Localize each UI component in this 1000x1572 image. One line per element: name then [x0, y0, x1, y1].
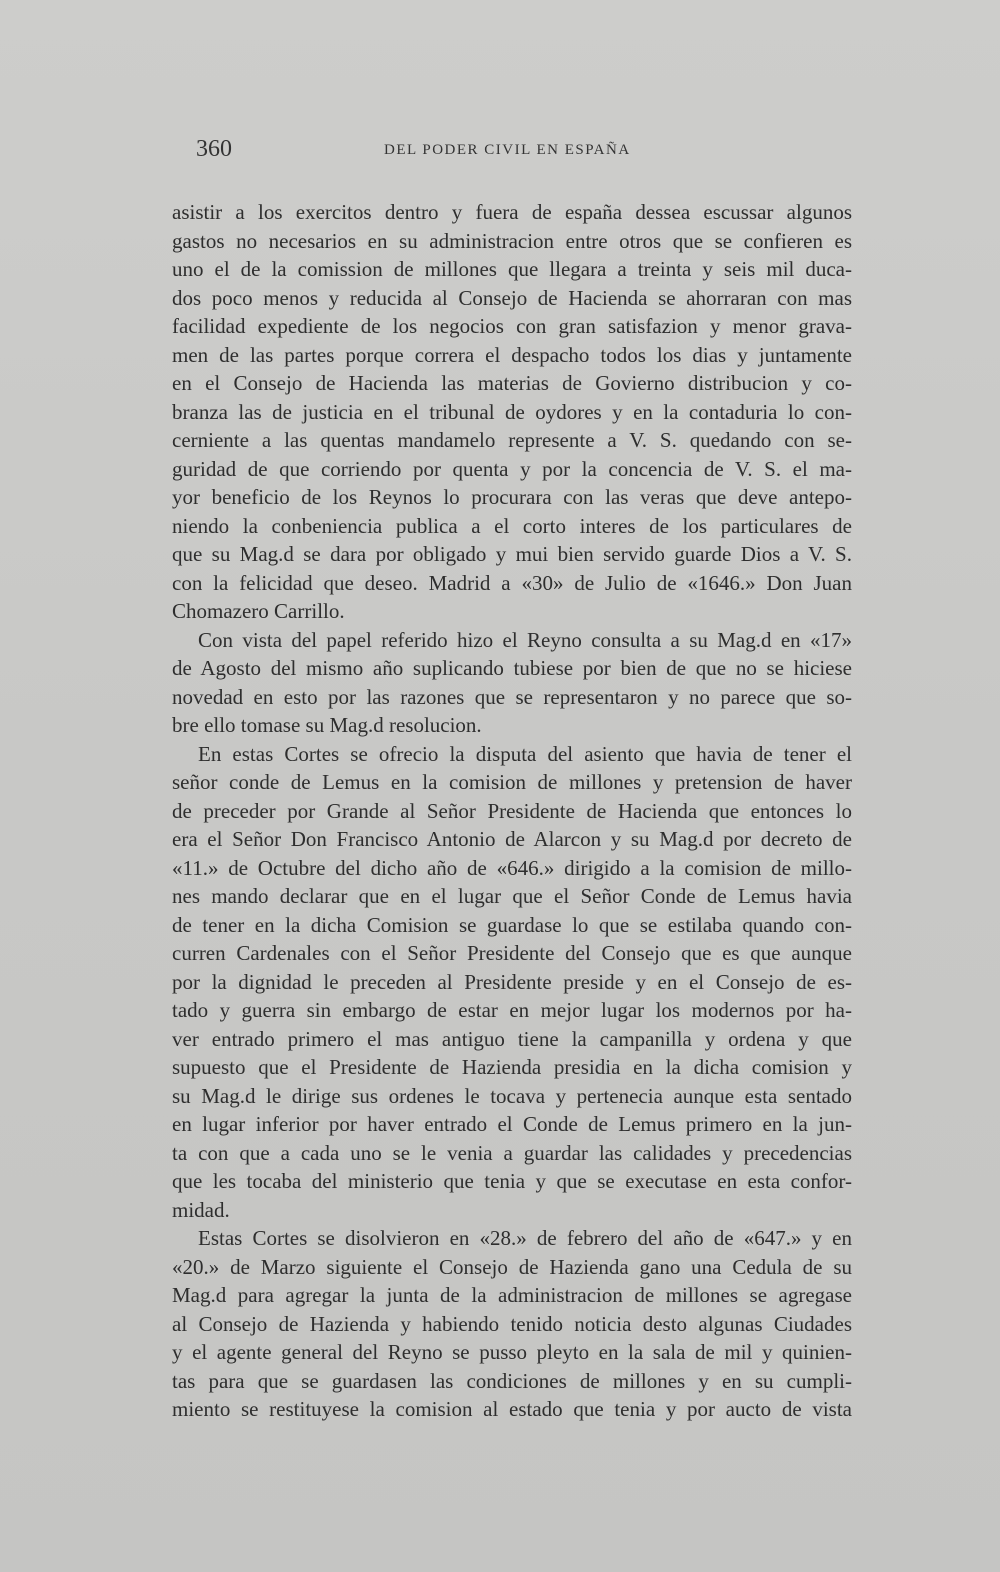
text-line: Chomazero Carrillo. [172, 599, 345, 623]
text-line: de tener en la dicha Comision se guardase lo que se estilaba quando con- [172, 912, 852, 937]
text-line: con la felicidad que deseo. Madrid a «30» de Julio de «1646.» Don Juan [172, 570, 852, 595]
text-line: curren Cardenales con el Señor Presidente del Consejo que es que aunque [172, 941, 852, 965]
text-line: que su Mag.d se dara por obligado y mui bien servido guarde Dios a V. S. [172, 542, 852, 566]
text-line: Con vista del papel referido hizo el Reyno consulta a su Mag.d en «17» [198, 627, 852, 652]
text-line: al Consejo de Hazienda y habiendo tenido noticia desto algunas Ciudades [172, 1311, 852, 1336]
text-line: su Mag.d le dirige sus ordenes le tocava y pertenecia aunque esta sentado [172, 1083, 852, 1108]
text-line: tado y guerra sin embargo de estar en mejor lugar los modernos por ha- [172, 998, 852, 1022]
text-line: dos poco menos y reducida al Consejo de Hacienda se ahorraran con mas [172, 285, 852, 310]
body-text [172, 198, 852, 1424]
text-line: en el Consejo de Hacienda las materias de Govierno distribucion y co- [172, 371, 852, 395]
text-line: niendo la conbeniencia publica a el corto interes de los particulares de [172, 513, 852, 538]
text-line: señor conde de Lemus en la comision de millones y pretension de haver [172, 770, 852, 794]
text-line: nes mando declarar que en el lugar que el Señor Conde de Lemus havia [172, 884, 852, 908]
page-header [196, 136, 666, 166]
text-line: cerniente a las quentas mandamelo represente a V. S. quedando con se- [172, 428, 852, 452]
page-number: 360 [196, 136, 232, 162]
text-line: midad. [172, 1197, 230, 1222]
text-line: Mag.d para agregar la junta de la administracion de millones se agregase [172, 1283, 852, 1307]
text-line: por la dignidad le preceden al Presidente preside y en el Consejo de es- [172, 969, 852, 994]
text-line: miento se restituyese la comision al estado que tenia y por aucto de vista [172, 1397, 852, 1421]
text-line: En estas Cortes se ofrecio la disputa del asiento que havia de tener el [198, 741, 852, 766]
text-line: facilidad expediente de los negocios con gran satisfazion y menor grava- [172, 314, 852, 338]
text-line: bre ello tomase su Mag.d resolucion. [172, 713, 482, 737]
text-line: «11.» de Octubre del dicho año de «646.» dirigido a la comision de millo- [172, 855, 852, 880]
text-line: yor beneficio de los Reynos lo procurara con las veras que deve antepo- [172, 485, 852, 509]
text-line: ver entrado primero el mas antiguo tiene la campanilla y ordena y que [172, 1026, 852, 1051]
text-line: men de las partes porque correra el despacho todos los dias y juntamente [172, 342, 852, 367]
text-line: de Agosto del mismo año suplicando tubiese por bien de que no se hiciese [172, 656, 852, 680]
text-line: branza las de justicia en el tribunal de oydores y en la contaduria lo con- [172, 399, 852, 424]
text-line: en lugar inferior por haver entrado el Conde de Lemus primero en la jun- [172, 1112, 852, 1136]
text-line: Estas Cortes se disolvieron en «28.» de febrero del año de «647.» y en [198, 1226, 852, 1250]
text-line: gastos no necesarios en su administracion entre otros que se confieren es [172, 228, 852, 253]
text-line: que les tocaba del ministerio que tenia y que se executase en esta confor- [172, 1169, 852, 1193]
text-line: guridad de que corriendo por quenta y por la concencia de V. S. el ma- [172, 456, 852, 481]
text-line: «20.» de Marzo siguiente el Consejo de Hazienda gano una Cedula de su [172, 1254, 852, 1279]
text-line: supuesto que el Presidente de Hazienda presidia en la dicha comision y [172, 1055, 852, 1079]
text-line: novedad en esto por las razones que se representaron y no parece que so- [172, 684, 852, 709]
text-line: uno el de la comission de millones que llegara a treinta y seis mil duca- [172, 257, 852, 281]
text-line: asistir a los exercitos dentro y fuera de españa dessea escussar algunos [172, 200, 852, 224]
running-head: DEL PODER CIVIL EN ESPAÑA [384, 142, 631, 158]
text-line: de preceder por Grande al Señor Presidente de Hacienda que entonces lo [172, 798, 852, 823]
text-line: tas para que se guardasen las condiciones de millones y en su cumpli- [172, 1368, 852, 1393]
text-line: ta con que a cada uno se le venia a guardar las calidades y precedencias [172, 1140, 852, 1165]
text-line: era el Señor Don Francisco Antonio de Alarcon y su Mag.d por decreto de [172, 827, 852, 851]
text-line: y el agente general del Reyno se pusso pleyto en la sala de mil y quinien- [172, 1340, 852, 1364]
